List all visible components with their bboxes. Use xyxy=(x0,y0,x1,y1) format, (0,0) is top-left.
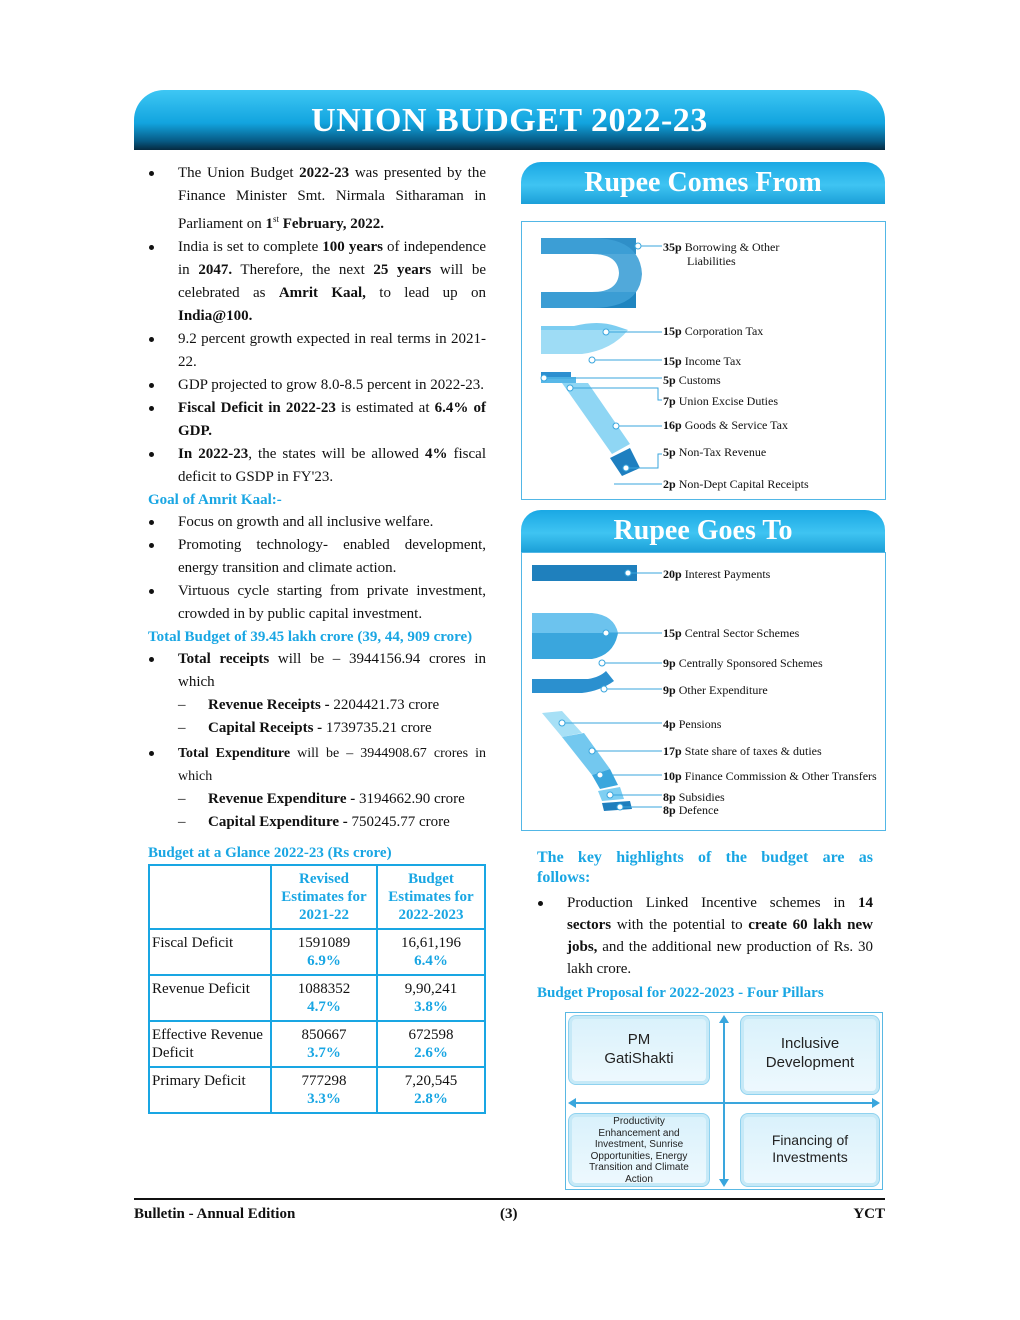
rupee-to-label xyxy=(663,803,719,817)
expenditure-label: Total Expenditure xyxy=(178,746,291,761)
intro-bullet-list xyxy=(148,162,486,489)
budget-value: 9,90,241 xyxy=(404,981,458,997)
text-run: India is set to complete xyxy=(178,239,323,255)
budget-cell xyxy=(377,975,485,1021)
share-label: Non-Tax Revenue xyxy=(678,445,767,459)
budget-glance-table xyxy=(148,864,486,1114)
expenditure-list xyxy=(148,742,486,788)
share-label: Finance Commission & Other Transfers xyxy=(684,769,877,783)
text-run: 9.2 percent growth expected in real terms in 2021-22. xyxy=(178,331,486,370)
text-run: 4% xyxy=(424,446,448,462)
text-run: Production Linked Incentive schemes in xyxy=(567,895,858,911)
share-label: Interest Payments xyxy=(684,567,771,581)
footer-left: Bulletin - Annual Edition xyxy=(134,1206,296,1222)
budget-cell xyxy=(377,1067,485,1113)
receipts-list xyxy=(148,648,486,694)
text-run: create 60 lakh new jobs, xyxy=(567,917,873,955)
budget-percent: 6.4% xyxy=(414,953,448,969)
list-item xyxy=(148,443,486,489)
rupee-band-corp xyxy=(541,323,628,330)
glance-heading: Budget at a Glance 2022-23 (Rs crore) xyxy=(148,845,392,861)
page-title: UNION BUDGET 2022-23 xyxy=(311,102,708,139)
share-value: 4p xyxy=(663,717,676,731)
rupee-from-label xyxy=(663,394,778,408)
revised-value: 1088352 xyxy=(297,981,351,997)
pillar-productivity-label: Productivity Enhancement and Investment, Sunrise Opportunities, Energy Transition and Climate Action xyxy=(589,1116,689,1185)
revised-percent: 4.7% xyxy=(307,999,341,1015)
item-value: 3194662.90 crore xyxy=(358,791,465,807)
share-value: 5p xyxy=(663,445,676,459)
pillars-heading: Budget Proposal for 2022-2023 - Four Pillars xyxy=(537,985,824,1001)
text-run: with the potential to xyxy=(611,917,749,933)
item-value: 750245.77 crore xyxy=(351,814,450,830)
rupee-from-label xyxy=(663,418,788,432)
rupee-from-label xyxy=(663,324,763,338)
share-value: 2p xyxy=(663,477,676,491)
share-value: 17p xyxy=(663,744,682,758)
text-run: to lead up on xyxy=(365,285,486,301)
table-header-row xyxy=(149,865,485,929)
revised-cell xyxy=(271,929,377,975)
revised-cell xyxy=(271,975,377,1021)
share-value: 35p xyxy=(663,240,682,254)
rupee-from-label xyxy=(663,354,741,368)
revised-percent: 6.9% xyxy=(307,953,341,969)
list-item: Virtuous cycle starting from private investment, crowded in by public capital investment. xyxy=(148,580,486,626)
receipts-label: Total receipts xyxy=(178,651,270,667)
share-value: 8p xyxy=(663,790,676,804)
share-value: 15p xyxy=(663,626,682,640)
budget-value: 672598 xyxy=(408,1027,454,1043)
rupee-to-label xyxy=(663,683,768,697)
pillar-gatishakti-label: PM GatiShakti xyxy=(604,1031,674,1067)
text-run: , the states will be allowed xyxy=(248,446,425,462)
page-title-banner xyxy=(134,90,885,150)
table-row xyxy=(149,929,485,975)
expenditure-text: will be – 3944908.67 crores in which xyxy=(178,746,486,784)
rupee-to-band-state xyxy=(562,733,610,775)
text-run: 6.4% of GDP. xyxy=(178,400,486,439)
text-run: is estimated at xyxy=(335,400,435,416)
row-label: Fiscal Deficit xyxy=(149,929,271,975)
share-label: Goods & Service Tax xyxy=(684,418,788,432)
text-run: The Union Budget xyxy=(178,165,300,181)
item-label: Capital Expenditure - xyxy=(208,814,348,830)
footer-page-number: (3) xyxy=(500,1206,518,1222)
pillar-inclusive-label: Inclusive Development xyxy=(765,1035,855,1071)
rupee-to-label xyxy=(663,567,770,581)
share-label: Income Tax xyxy=(684,354,742,368)
text-run: 2047. xyxy=(198,262,233,278)
pillar-arrows xyxy=(566,1013,882,1189)
share-value: 20p xyxy=(663,567,682,581)
rupee-curve xyxy=(541,238,642,308)
list-item xyxy=(178,811,486,834)
rupee-to-label xyxy=(663,790,725,804)
rupee-band-income xyxy=(541,330,628,354)
list-item xyxy=(148,648,486,694)
list-item xyxy=(148,328,486,374)
list-item xyxy=(148,397,486,443)
page-footer xyxy=(134,1198,885,1223)
budget-percent: 2.8% xyxy=(414,1091,448,1107)
text-run: Fiscal Deficit in 2022-23 xyxy=(178,400,336,416)
row-label: Revenue Deficit xyxy=(149,975,271,1021)
text-run: GDP projected to grow 8.0-8.5 percent in 2022-23. xyxy=(178,377,485,393)
item-value: 1739735.21 crore xyxy=(325,720,432,736)
rupee-from-leaders xyxy=(541,243,662,484)
text-run: will be celebrated as xyxy=(178,262,487,301)
rupee-from-label xyxy=(663,373,721,387)
list-item xyxy=(148,162,486,236)
rupee-to-label xyxy=(663,656,823,670)
budget-cell xyxy=(377,929,485,975)
share-label: Defence xyxy=(678,803,719,817)
highlights-list xyxy=(537,892,873,980)
list-item xyxy=(148,742,486,788)
text-run: was presented by the Finance Minister Smt. Nirmala Sitharaman in Parliament on xyxy=(178,165,486,232)
table-row xyxy=(149,1021,485,1067)
budget-cell xyxy=(377,1021,485,1067)
total-budget-heading: Total Budget of 39.45 lakh crore (39, 44, 909 crore) xyxy=(148,629,473,645)
share-value: 5p xyxy=(663,373,676,387)
share-value: 7p xyxy=(663,394,676,408)
share-label: Customs xyxy=(678,373,721,387)
text-run: India@100. xyxy=(178,308,253,324)
share-value: 8p xyxy=(663,803,676,817)
rupee-from-label xyxy=(663,240,779,268)
left-column xyxy=(148,162,486,1114)
share-label: Subsidies xyxy=(678,790,725,804)
list-item xyxy=(537,892,873,980)
share-label: Other Expenditure xyxy=(678,683,768,697)
share-value: 10p xyxy=(663,769,682,783)
list-item xyxy=(178,788,486,811)
text-run: Therefore, the next xyxy=(232,262,374,278)
item-label: Revenue Receipts - xyxy=(208,697,330,713)
share-label: Corporation Tax xyxy=(684,324,764,338)
budget-value: 7,20,545 xyxy=(404,1073,458,1089)
share-label: Non-Dept Capital Receipts xyxy=(678,477,809,491)
highlights-section xyxy=(537,848,873,1004)
receipt-items-list xyxy=(148,694,486,740)
share-value: 15p xyxy=(663,354,682,368)
text-run: 2022-23 xyxy=(299,165,350,181)
table-header-empty xyxy=(149,865,271,929)
share-value: 15p xyxy=(663,324,682,338)
rupee-from-title: Rupee Comes From xyxy=(521,162,885,204)
text-run: 14 sectors xyxy=(567,895,873,933)
budget-percent: 3.8% xyxy=(414,999,448,1015)
revised-value: 1591089 xyxy=(297,935,351,951)
receipts-text: will be – 3944156.94 crores in which xyxy=(178,651,486,690)
share-label: Union Excise Duties xyxy=(678,394,779,408)
share-value: 9p xyxy=(663,656,676,670)
text-run: of independence in xyxy=(178,239,486,278)
table-header-budget: Budget Estimates for 2022-2023 xyxy=(377,865,485,929)
rupee-to-label xyxy=(663,744,822,758)
revised-cell xyxy=(271,1021,377,1067)
list-item: Focus on growth and all inclusive welfare. xyxy=(148,511,486,534)
text-run: February, 2022. xyxy=(279,216,384,232)
rupee-band-gst xyxy=(562,383,630,454)
rupee-from-panel xyxy=(521,221,886,500)
share-label: Centrally Sponsored Schemes xyxy=(678,656,823,670)
text-run: 100 years xyxy=(322,239,383,255)
rupee-to-label xyxy=(663,769,877,783)
table-row xyxy=(149,975,485,1021)
goal-bullet-list xyxy=(148,511,486,626)
list-item xyxy=(148,374,486,397)
rupee-to-label xyxy=(663,717,721,731)
share-label: State share of taxes & duties xyxy=(684,744,822,758)
text-run: In 2022-23 xyxy=(178,446,249,462)
row-label: Effective Revenue Deficit xyxy=(149,1021,271,1067)
text-run: Amrit Kaal, xyxy=(278,285,366,301)
share-label: Pensions xyxy=(678,717,722,731)
rupee-to-label xyxy=(663,626,799,640)
rupee-from-label xyxy=(663,477,809,491)
text-run: fiscal deficit to GSDP in FY'23. xyxy=(178,446,486,485)
goal-heading: Goal of Amrit Kaal:- xyxy=(148,492,282,508)
share-value: 9p xyxy=(663,683,676,697)
share-label: Central Sector Schemes xyxy=(684,626,800,640)
share-label-line2: Liabilities xyxy=(687,254,736,268)
rupee-to-band-css xyxy=(532,633,618,659)
rupee-to-title: Rupee Goes To xyxy=(521,510,885,552)
pillar-financing-label: Financing of Investments xyxy=(771,1132,849,1165)
budget-percent: 2.6% xyxy=(414,1045,448,1061)
four-pillars-diagram xyxy=(565,1012,883,1190)
text-run: 25 years xyxy=(373,262,432,278)
list-item xyxy=(148,236,486,328)
text-run: 1 xyxy=(265,216,273,232)
revised-percent: 3.3% xyxy=(307,1091,341,1107)
rupee-from-label xyxy=(663,445,766,459)
share-label: Borrowing & Other xyxy=(684,240,780,254)
row-label: Primary Deficit xyxy=(149,1067,271,1113)
footer-right: YCT xyxy=(853,1206,885,1222)
expenditure-items-list xyxy=(148,788,486,834)
item-label: Revenue Expenditure - xyxy=(208,791,356,807)
revised-value: 850667 xyxy=(301,1027,347,1043)
table-row xyxy=(149,1067,485,1113)
revised-value: 777298 xyxy=(301,1073,347,1089)
text-run: st xyxy=(272,214,279,224)
list-item: Promoting technology- enabled development, energy transition and climate action. xyxy=(148,534,486,580)
item-label: Capital Receipts - xyxy=(208,720,323,736)
rupee-to-bar-interest xyxy=(532,565,637,581)
rupee-to-panel xyxy=(521,552,886,831)
list-item xyxy=(178,717,486,740)
revised-percent: 3.7% xyxy=(307,1045,341,1061)
share-value: 16p xyxy=(663,418,682,432)
revised-cell xyxy=(271,1067,377,1113)
item-value: 2204421.73 crore xyxy=(333,697,440,713)
highlights-heading: The key highlights of the budget are as follows: xyxy=(537,849,873,886)
list-item xyxy=(178,694,486,717)
table-header-revised: Revised Estimates for 2021-22 xyxy=(271,865,377,929)
text-run: and the additional new production of Rs. 30 lakh crore. xyxy=(567,939,873,977)
budget-value: 16,61,196 xyxy=(401,935,461,951)
